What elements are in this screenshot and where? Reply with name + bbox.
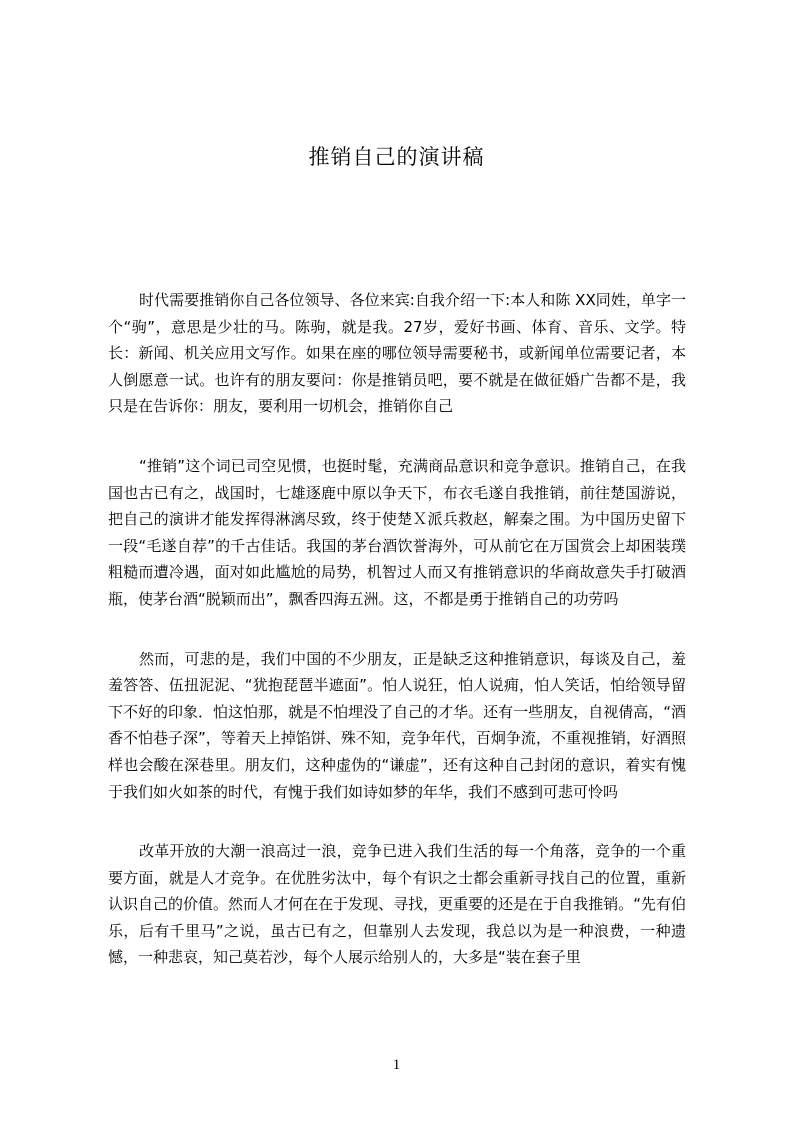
paragraph-3: 然而，可悲的是，我们中国的不少朋友，正是缺乏这种推销意识，每谈及自己，羞羞答答、伍扭泥泥、“犹抱琵琶半遮面”。怕人说狂，怕人说痈，怕人笑话，怕给领导留下不好的印象．怕这怕那，就是不怕埋没了自己的才华。还有一些朋友，自视倩高，“酒香不怕巷子深”，等着天上掉馅饼、殊不知，竞争年代，百炯争流，不重视推销，好酒照样也会酸在深巷里。朋友们，这种虚伪的“谦虚”，还有这种自己封闭的意识，着实有愧于我们如火如茶的时代，有愧于我们如诗如梦的年华，我们不感到可悲可怜吗: [108, 649, 686, 801]
paragraph-2: “推销”这个词已司空见惯，也挺时髦，充满商品意识和竞争意识。推销自己，在我国也古已有之，战国时，七雄逐鹿中原以争天下，布衣毛遂自我推销，前往楚国游说，把自己的演讲才能发挥得淋漓尽致，终于使楚Ｘ派兵救赵，解秦之围。为中国历史留下一段“毛遂自荐”的千古佳话。我国的茅台酒饮誉海外，可从前它在万国赏会上却困装璞粗糙而遭冷遇，面对如此尴尬的局势，机智过人而又有推销意识的华商故意失手打破酒瓶，使茅台酒“脱颖而出”，飘香四海五洲。这，不都是勇于推销自己的功劳吗: [108, 456, 686, 608]
document-title: 推销自己的演讲稿: [308, 145, 485, 169]
paragraph-4: 改革开放的大潮一浪高过一浪，竞争已进入我们生活的每一个角落，竞争的一个重要方面，就是人才竞争。在优胜劣汰中，每个有识之士都会重新寻找自己的位置，重新认识自己的价值。然而人才何在在于发现、寻找，更重要的还是在于自我推销。“先有伯乐，后有千里马”之说，虽古已有之，但靠别人去发现，我总以为是一种浪费，一种遗憾，一种悲哀，知己莫若沙，每个人展示给别人的，大多是“装在套子里: [108, 842, 686, 967]
paragraph-1: 时代需要推销你自己各位领导、各位来宾:自我介绍一下:本人和陈 XX同姓，单字一个“驹”，意思是少壮的马。陈驹，就是我。27岁，爱好书画、体育、音乐、文学。特长：新闻、机关应用文写作。如果在座的哪位领导需要秘书，或新闻单位需要记者，本人倒愿意一试。也许有的朋友要问：你是推销员吧，要不就是在做征婚广告都不是，我只是在告诉你：朋友，要利用一切机会，推销你自己: [108, 291, 686, 416]
page-number: 1: [392, 1057, 401, 1073]
document-body: [108, 287, 686, 1004]
